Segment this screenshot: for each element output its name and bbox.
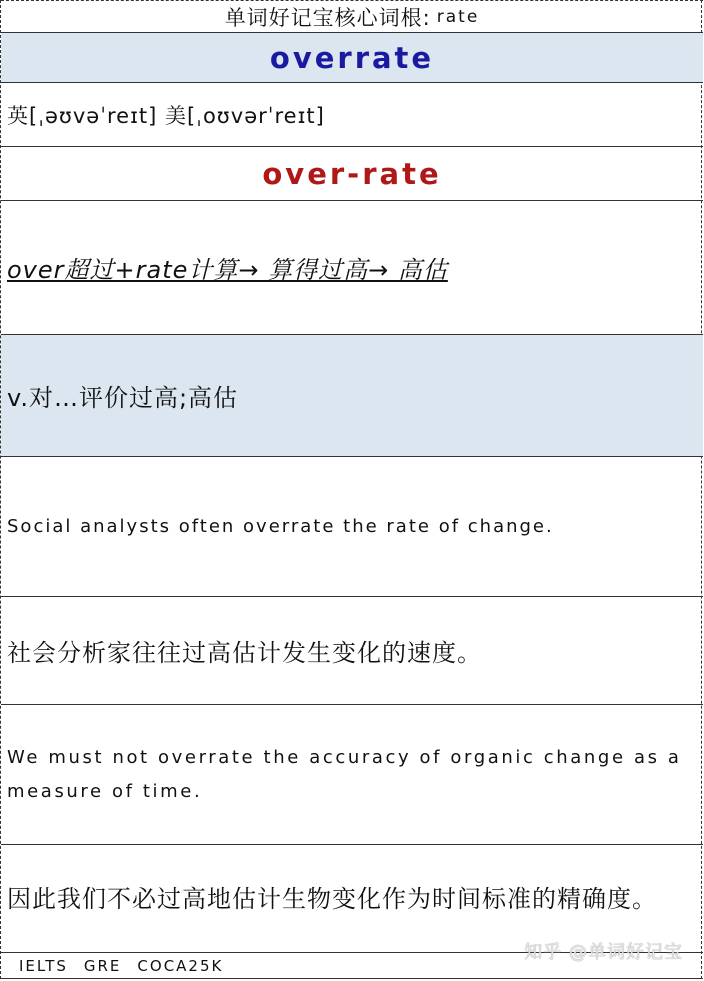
definition-row bbox=[1, 334, 703, 456]
header-root: rate bbox=[436, 6, 480, 27]
word-split: over-rate bbox=[262, 156, 442, 191]
etymology-row bbox=[1, 200, 703, 334]
translation-row-1 bbox=[1, 596, 703, 704]
headword: overrate bbox=[269, 40, 435, 75]
watermark: 知乎 @单词好记宝 bbox=[524, 942, 683, 963]
example-row-2 bbox=[1, 704, 703, 844]
translation-2: 因此我们不必过高地估计生物变化作为时间标准的精确度。 bbox=[7, 884, 657, 913]
example-sentence-1: Social analysts often overrate the rate of change. bbox=[7, 516, 554, 537]
header-title: 单词好记宝核心词根: bbox=[224, 5, 431, 30]
etymology: over超过+rate计算→ 算得过高→ 高估 bbox=[7, 256, 448, 284]
example-sentence-2: We must not overrate the accuracy of organic change as a measure of time. bbox=[7, 746, 682, 802]
translation-row-2 bbox=[1, 844, 703, 952]
card-header bbox=[1, 0, 703, 32]
translation-1: 社会分析家往往过高估计发生变化的速度。 bbox=[7, 639, 482, 667]
word-split-row bbox=[1, 146, 703, 200]
tag-ielts: IELTS bbox=[19, 956, 68, 975]
tag-gre: GRE bbox=[83, 956, 122, 975]
example-row-1 bbox=[1, 456, 703, 596]
phonetic-row bbox=[1, 82, 703, 146]
tag-coca: COCA25K bbox=[137, 956, 224, 975]
headword-row bbox=[1, 32, 703, 82]
phonetic: 英[ˌəʊvəˈreɪt] 美[ˌoʊvərˈreɪt] bbox=[7, 103, 325, 128]
definition: v.对…评价过高;高估 bbox=[7, 384, 239, 412]
